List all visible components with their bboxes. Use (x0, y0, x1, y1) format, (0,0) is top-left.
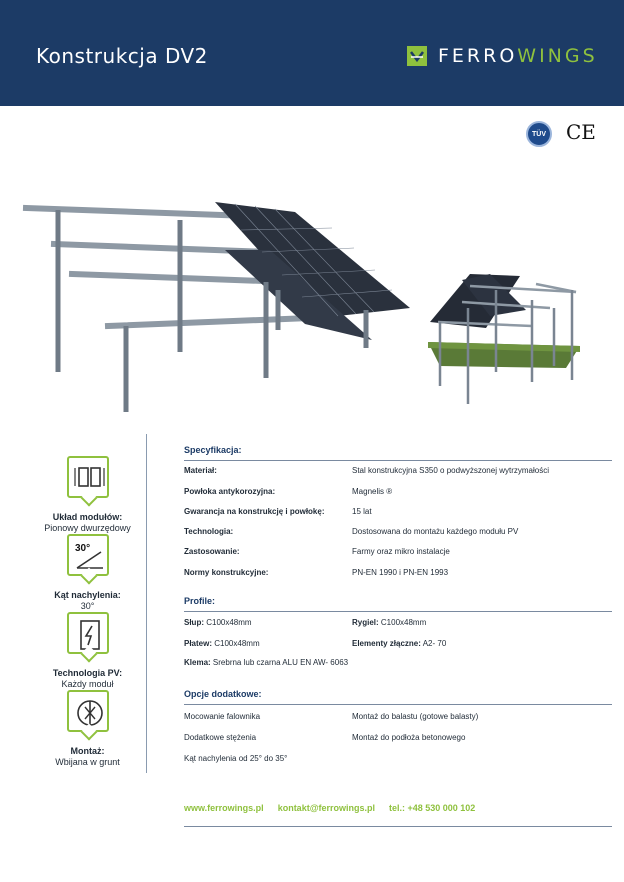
feature-value: 30° (80, 601, 95, 611)
pv-module-icon (67, 612, 109, 654)
sidebar-divider (146, 434, 147, 773)
panel-portrait-icon (67, 456, 109, 498)
inset-structure (428, 274, 580, 404)
tuv-certification-badge: TÜV (526, 121, 552, 147)
spec-row-value: 15 lat (352, 507, 372, 516)
mounting-structure-illustration (20, 140, 620, 420)
spec-section-title: Specyfikacja: (184, 445, 242, 455)
spec-row-label: Gwarancja na konstrukcję i powłokę: (184, 507, 325, 516)
page-title: Konstrukcja DV2 (36, 44, 208, 68)
feature-label: Kąt nachylenia: (54, 590, 121, 600)
ferrowings-logo-icon (406, 45, 428, 67)
feature-value: Wbijana w grunt (55, 757, 120, 767)
option-item: Kąt nachylenia od 25° do 35° (184, 754, 288, 763)
profile-elementy: Elementy złączne: A2- 70 (352, 639, 447, 648)
feature-pv-technology (40, 612, 135, 689)
page-header (0, 0, 624, 106)
feature-tilt-angle (40, 534, 135, 611)
spec-row-label: Materiał: (184, 466, 217, 475)
spec-row-value: Dostosowana do montażu każdego modułu PV (352, 527, 519, 536)
spec-rule (184, 460, 612, 461)
feature-module-layout (40, 456, 135, 533)
brand-name: FERROWINGS (438, 45, 598, 67)
profile-platew: Płatew: C100x48mm (184, 639, 260, 648)
options-rule (184, 704, 612, 705)
spec-row-label: Technologia: (184, 527, 234, 536)
footer-contact (184, 803, 475, 813)
ground-screw-icon (67, 690, 109, 732)
spec-row-label: Powłoka antykorozyjna: (184, 487, 276, 496)
spec-row-value: Magnelis ® (352, 487, 393, 496)
spec-row-value: Farmy oraz mikro instalacje (352, 547, 450, 556)
website-link[interactable]: www.ferrowings.pl (184, 803, 264, 813)
spec-row-label: Normy konstrukcyjne: (184, 568, 269, 577)
tilt-angle-text: 30° (74, 543, 90, 554)
spec-row-label: Zastosowanie: (184, 547, 240, 556)
feature-mounting (40, 690, 135, 767)
phone-link[interactable]: tel.: +48 530 000 102 (388, 803, 476, 813)
profile-rygiel: Rygiel: C100x48mm (352, 618, 427, 627)
profiles-section-title: Profile: (184, 596, 216, 606)
feature-label: Technologia PV: (52, 668, 123, 678)
option-item: Mocowanie falownika (184, 712, 261, 721)
feature-value: Każdy moduł (61, 679, 114, 689)
spec-row-value: Stal konstrukcyjna S350 o podwyższonej wytrzymałości (352, 466, 549, 475)
options-section-title: Opcje dodatkowe: (184, 689, 262, 699)
brand-logo (406, 43, 598, 69)
option-item: Montaż do podłoża betonowego (352, 733, 466, 742)
tilt-angle-icon (67, 534, 109, 576)
footer-rule (184, 826, 612, 827)
option-item: Montaż do balastu (gotowe balasty) (352, 712, 479, 721)
profiles-rule (184, 611, 612, 612)
option-item: Dodatkowe stężenia (184, 733, 257, 742)
email-link[interactable]: kontakt@ferrowings.pl (277, 803, 375, 813)
spec-row-value: PN-EN 1990 i PN-EN 1993 (352, 568, 449, 577)
feature-value: Pionowy dwurzędowy (44, 523, 131, 533)
profile-slup: Słup: C100x48mm (184, 618, 252, 627)
feature-label: Montaż: (70, 746, 105, 756)
profile-klema: Klema: Srebrna lub czarna ALU EN AW- 6063 (184, 658, 349, 667)
ce-mark: CE (566, 120, 596, 144)
feature-label: Układ modułów: (52, 512, 123, 522)
